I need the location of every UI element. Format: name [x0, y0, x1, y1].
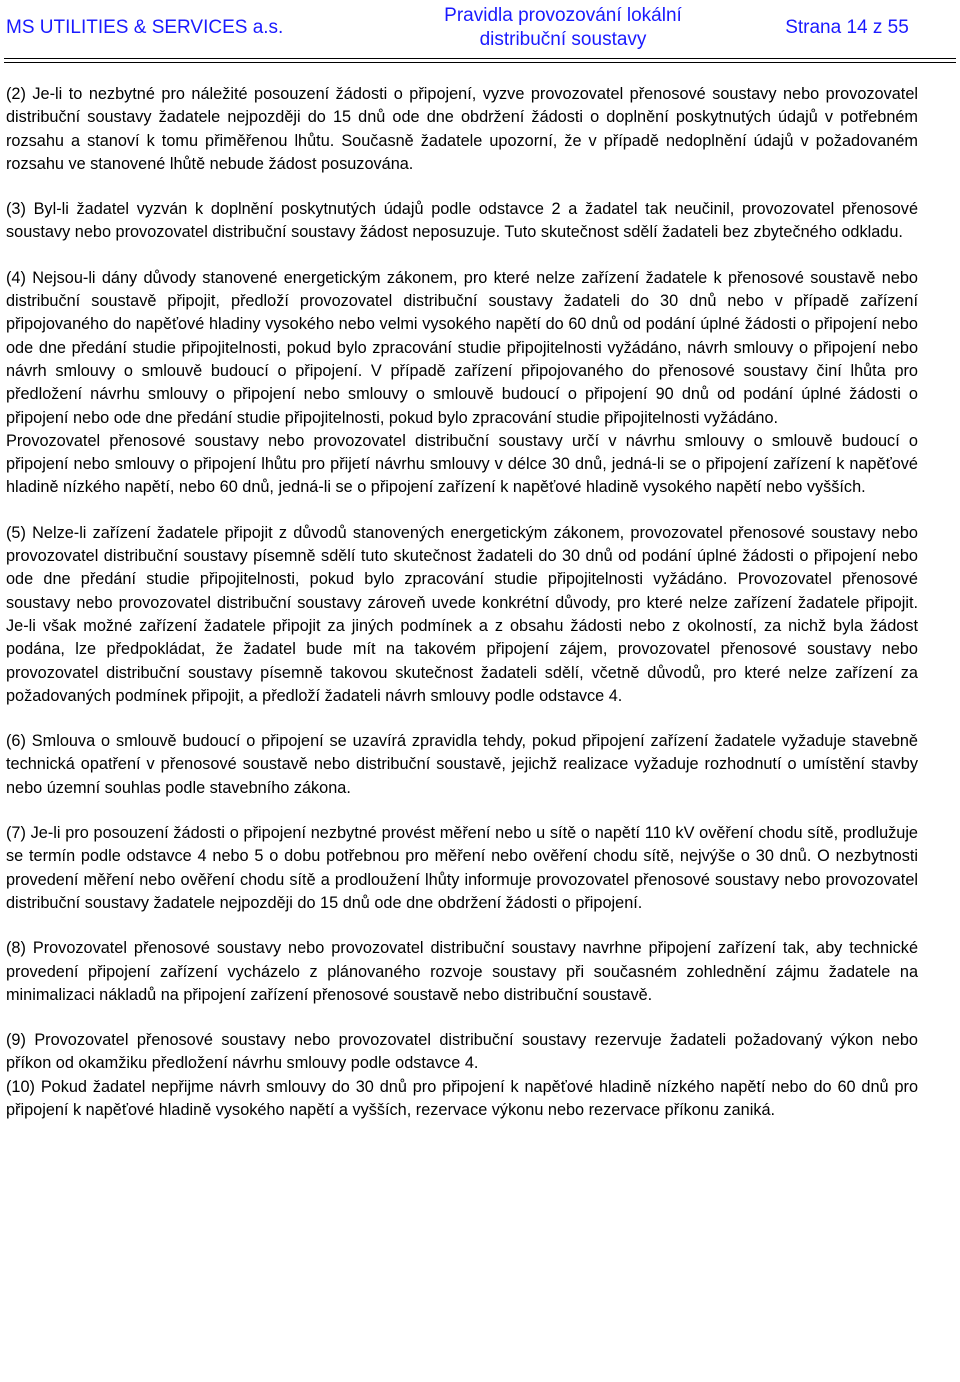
document-title — [398, 0, 728, 56]
paragraph-10: (10) Pokud žadatel nepřijme návrh smlouvy do 30 dnů pro připojení k napěťové hladině nízkého napětí nebo do 60 dnů pro připojení k napěťové hladině vysokého napětí a vyšších, rezervace výkonu nebo rezervace příkonu zaniká. — [6, 1077, 918, 1119]
company-name: MS UTILITIES & SERVICES a.s. — [6, 17, 284, 38]
document-body — [6, 83, 918, 1122]
paragraph-7: (7) Je-li pro posouzení žádosti o připojení nezbytné provést měření nebo u sítě o napětí 110 kV ověření chodu sítě, prodlužuje se termín podle odstavce 4 nebo 5 o dobu potřebnou pro měření nebo ověření chodu sítě, nejvýše o 30 dnů. O nezbytnosti provedení měření nebo ověření chodu sítě a prodloužení lhůty informuje provozovatel přenosové soustavy nebo provozovatel distribuční soustavy žadatele nejpozději do 15 dnů ode dne obdržení žádosti o připojení. — [6, 824, 918, 912]
header-divider-secondary — [4, 62, 956, 63]
paragraph-4-continued: Provozovatel přenosové soustavy nebo provozovatel distribuční soustavy určí v návrhu smlouvy o smlouvě budoucí o připojení nebo smlouvy o připojení lhůtu pro přijetí návrhu smlouvy v délce 30 dnů, jedná-li se o připojení zařízení k napěťové hladině nízkého napětí, nebo 60 dnů, jedná-li se o připojení zařízení k napěťové hladině vysokého napětí nebo vyšších. — [6, 431, 918, 497]
page-number: Strana 14 z 55 — [785, 17, 909, 38]
paragraph-6: (6) Smlouva o smlouvě budoucí o připojení se uzavírá zpravidla tehdy, pokud připojení zařízení žadatele vyžaduje stavebně technická opatření v přenosové soustavě nebo distribuční soustavě, jejichž realizace vyžaduje rozhodnutí o umístění stavby nebo územní souhlas podle stavebního zákona. — [6, 732, 918, 797]
page-header — [0, 0, 960, 56]
paragraph-3: (3) Byl-li žadatel vyzván k doplnění poskytnutých údajů podle odstavce 2 a žadatel tak neučinil, provozovatel přenosové soustavy nebo provozovatel distribuční soustavy žádost neposuzuje. Tuto skutečnost sdělí žadateli bez zbytečného odkladu. — [6, 200, 918, 242]
paragraph-2: (2) Je-li to nezbytné pro náležité posouzení žádosti o připojení, vyzve provozovatel přenosové soustavy nebo provozovatel distribuční soustavy žadatele nejpozději do 15 dnů ode dne obdržení žádosti o doplnění poskytnutých údajů v potřebném rozsahu a stanoví k tomu přiměřenou lhůtu. Současně žadatele upozorní, že v případě nedoplnění údajů v požadovaném rozsahu ve stanovené lhůtě nebude žádost posuzována. — [6, 85, 918, 173]
paragraph-8: (8) Provozovatel přenosové soustavy nebo provozovatel distribuční soustavy navrhne připojení zařízení tak, aby technické provedení připojení zařízení vycházelo z plánovaného rozvoje soustavy při současném zohlednění zájmu žadatele na minimalizaci nákladů na připojení zařízení přenosové soustavě nebo distribuční soustavě. — [6, 939, 918, 1004]
header-divider — [4, 58, 956, 59]
paragraph-4: (4) Nejsou-li dány důvody stanovené energetickým zákonem, pro které nelze zařízení žadatele k přenosové soustavě nebo distribuční soustavě připojit, předloží provozovatel distribuční soustavy žadateli do 30 dnů nebo v případě zařízení připojovaného do napěťové hladiny vysokého nebo velmi vysokého napětí do 60 dnů od podání úplné žádosti o připojení nebo ode dne předání studie připojitelnosti, pokud bylo zpracování studie připojitelnosti vyžádáno, návrh smlouvy o připojení nebo návrh smlouvy o smlouvě budoucí o připojení. V případě zařízení připojovaného do přenosové soustavy činí lhůta pro předložení návrhu smlouvy o připojení nebo smlouvy o smlouvě budoucí o připojení 90 dnů od podání úplné žádosti o připojení nebo ode dne předání studie připojitelnosti, pokud bylo zpracování studie připojitelnosti vyžádáno. — [6, 268, 918, 427]
document-title-line1: Pravidla provozování lokální — [444, 5, 682, 26]
document-title-line2: distribuční soustavy — [479, 29, 647, 50]
paragraph-9: (9) Provozovatel přenosové soustavy nebo provozovatel distribuční soustavy rezervuje žadateli požadovaný výkon nebo příkon od okamžiku předložení návrhu smlouvy podle odstavce 4. — [6, 1031, 918, 1073]
paragraph-5: (5) Nelze-li zařízení žadatele připojit z důvodů stanovených energetickým zákonem, provozovatel přenosové soustavy nebo provozovatel distribuční soustavy písemně sdělí tuto skutečnost žadateli do 30 dnů od podání úplné žádosti o připojení nebo ode dne předání studie připojitelnosti, pokud bylo zpracování studie připojitelnosti vyžádáno. Provozovatel přenosové soustavy nebo provozovatel distribuční soustavy zároveň uvede konkrétní důvody, pro které nelze zařízení žadatele připojit. Je-li však možné zařízení žadatele připojit za jiných podmínek a z obsahu žádosti nebo z okolností, za nichž byla žádost podána, lze předpokládat, že žadatel bude mít na takovém připojení zájem, provozovatel přenosové soustavy nebo provozovatel distribuční soustavy písemně takovou skutečnost žadateli sdělí, včetně důvodů, pro které nelze zařízení za požadovaných podmínek připojit, a předloží žadateli návrh smlouvy podle odstavce 4. — [6, 523, 918, 705]
